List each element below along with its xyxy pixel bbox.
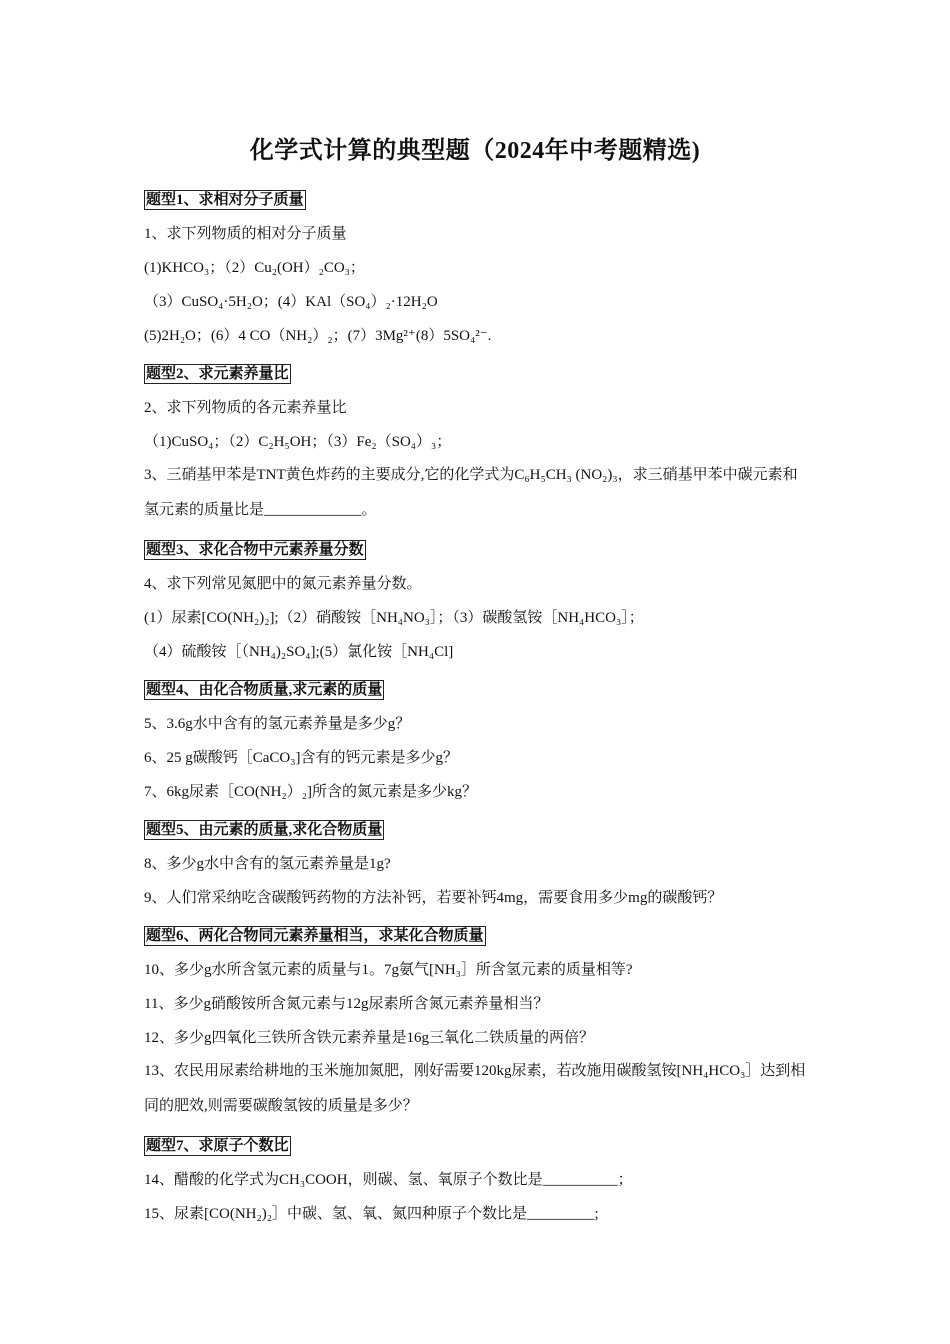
question-9: 9、人们常采纳吃含碳酸钙药物的方法补钙，若要补钙4mg，需要食用多少mg的碳酸钙？ [144,890,723,906]
section-heading-2: 题型2、求元素养量比 [146,366,289,382]
question-4: 4、求下列常见氮肥中的氮元素养量分数。 [144,576,422,592]
question-1-items-b: （3）CuSO₄·5H₂O；(4）KAl（SO₄）₂·12H₂O [144,294,438,310]
section-heading-1: 题型1、求相对分子质量 [146,192,304,208]
section-heading-3: 题型3、求化合物中元素养量分数 [146,542,364,558]
page-title: 化学式计算的典型题（2024年中考题精选) [249,138,701,164]
question-5: 5、3.6g水中含有的氢元素养量是多少g？ [144,716,411,732]
question-4-items-a: (1）尿素[CO(NH₂)₂];（2）硝酸铵［NH₄NO₃］；（3）碳酸氢铵［NH₄HCO₃］； [144,610,644,626]
question-2: 2、求下列物质的各元素养量比 [144,400,347,416]
question-3: 3、三硝基甲苯是TNT黄色炸药的主要成分,它的化学式为C₆H₅CH₃ (NO₂)₃，求三硝基甲苯中碳元素和氢元素的质量比是_____________。 [144,467,798,518]
question-8: 8、多少g水中含有的氢元素养量是1g? [144,856,391,872]
question-10: 10、多少g水所含氢元素的质量与1。7g氨气[NH₃］所含氢元素的质量相等? [144,962,633,978]
question-14: 14、醋酸的化学式为CH₃COOH，则碳、氢、氧原子个数比是__________； [144,1172,633,1188]
question-1: 1、求下列物质的相对分子质量 [144,226,347,242]
question-12: 12、多少g四氧化三铁所含铁元素养量是16g三氧化二铁质量的两倍？ [144,1030,595,1046]
question-11: 11、多少g硝酸铵所含氮元素与12g尿素所含氮元素养量相当？ [144,996,549,1012]
question-1-items-c: (5)2H₂O；(6）4 CO（NH₂）₂；(7）3Mg²⁺(8）5SO₄²⁻. [144,328,492,344]
section-heading-6: 题型6、两化合物同元素养量相当，求某化合物质量 [146,928,484,944]
question-13: 13、农民用尿素给耕地的玉米施加氮肥，刚好需要120kg尿素，若改施用碳酸氢铵[NH₄HCO₃］达到相同的肥效,则需要碳酸氢铵的质量是多少？ [144,1063,806,1114]
section-heading-7: 题型7、求原子个数比 [146,1138,289,1154]
section-heading-4: 题型4、由化合物质量,求元素的质量 [146,682,383,698]
question-2-items: （1)CuSO₄；（2）C₂H₅OH；（3）Fe₂（SO₄）₃； [144,434,452,450]
section-heading-5: 题型5、由元素的质量,求化合物质量 [146,822,383,838]
question-4-items-b: （4）硫酸铵［（NH₄)₂SO₄];(5）氯化铵［NH₄Cl] [144,644,454,660]
question-1-items-a: (1)KHCO₃；（2）Cu₂(OH）₂CO₃； [144,260,365,276]
question-6: 6、25 g碳酸钙［CaCO₃]含有的钙元素是多少g？ [144,750,458,766]
question-7: 7、6kg尿素［CO(NH₂）₂]所含的氮元素是多少kg？ [144,784,477,800]
question-15: 15、尿素[CO(NH₂)₂］中碳、氢、氧、氮四种原子个数比是_________; [144,1206,599,1222]
document-body [144,186,812,1224]
